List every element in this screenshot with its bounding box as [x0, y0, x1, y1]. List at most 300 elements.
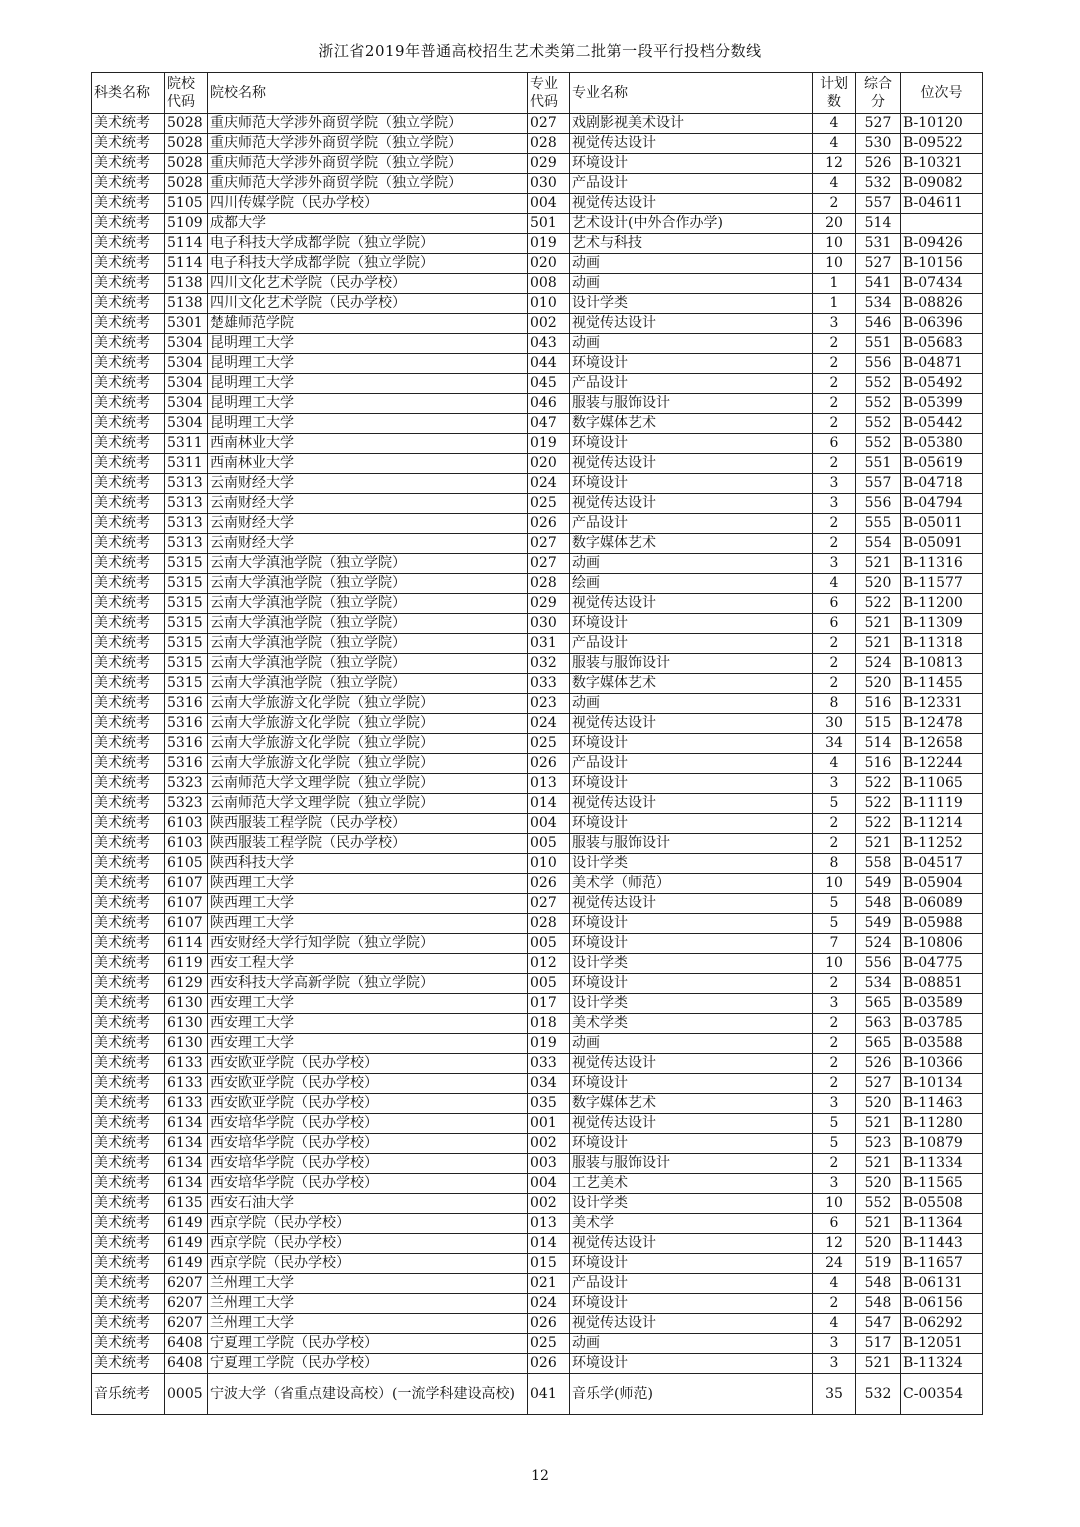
category-cell: 美术统考: [92, 894, 165, 914]
plan-count-cell: 10: [813, 1194, 856, 1214]
major-code-cell: 004: [528, 1174, 570, 1194]
rank-cell: B-10134: [901, 1074, 983, 1094]
major-code-cell: 005: [528, 834, 570, 854]
school-code-cell: 5315: [165, 554, 208, 574]
table-row: [92, 534, 983, 554]
score-cell: 552: [856, 374, 901, 394]
major-code-cell: 010: [528, 854, 570, 874]
school-code-cell: 5301: [165, 314, 208, 334]
rank-cell: B-10813: [901, 654, 983, 674]
school-code-cell: 5304: [165, 394, 208, 414]
category-cell: 美术统考: [92, 634, 165, 654]
table-row: [92, 834, 983, 854]
plan-count-cell: 2: [813, 1034, 856, 1054]
table-row: [92, 1274, 983, 1294]
rank-cell: B-11565: [901, 1174, 983, 1194]
major-name-cell: 视觉传达设计: [570, 1054, 813, 1074]
plan-count-cell: 3: [813, 1094, 856, 1114]
major-code-cell: 041: [528, 1374, 570, 1415]
rank-cell: B-05011: [901, 514, 983, 534]
rank-cell: B-11443: [901, 1234, 983, 1254]
category-cell: 美术统考: [92, 174, 165, 194]
category-cell: 美术统考: [92, 934, 165, 954]
school-code-cell: 6107: [165, 894, 208, 914]
rank-cell: B-07434: [901, 274, 983, 294]
rank-cell: B-05508: [901, 1194, 983, 1214]
major-name-cell: 数字媒体艺术: [570, 1094, 813, 1114]
school-code-cell: 6133: [165, 1054, 208, 1074]
school-name-cell: 云南大学滇池学院（独立学院）: [208, 614, 528, 634]
school-code-cell: 6134: [165, 1174, 208, 1194]
table-row: [92, 434, 983, 454]
category-cell: 美术统考: [92, 1134, 165, 1154]
school-code-cell: 6134: [165, 1114, 208, 1134]
score-cell: 556: [856, 954, 901, 974]
table-row: [92, 774, 983, 794]
school-name-cell: 云南大学旅游文化学院（独立学院）: [208, 714, 528, 734]
score-cell: 552: [856, 434, 901, 454]
school-name-cell: 四川传媒学院（民办学校）: [208, 194, 528, 214]
table-body: [92, 114, 983, 1415]
school-name-cell: 云南大学滇池学院（独立学院）: [208, 574, 528, 594]
school-name-cell: 重庆师范大学涉外商贸学院（独立学院）: [208, 154, 528, 174]
category-cell: 美术统考: [92, 574, 165, 594]
major-code-cell: 033: [528, 1054, 570, 1074]
major-code-cell: 001: [528, 1114, 570, 1134]
score-cell: 517: [856, 1334, 901, 1354]
school-code-cell: 5304: [165, 374, 208, 394]
table-row: [92, 134, 983, 154]
table-row: [92, 474, 983, 494]
major-name-cell: 动画: [570, 1334, 813, 1354]
rank-cell: B-12244: [901, 754, 983, 774]
score-cell: 527: [856, 254, 901, 274]
school-name-cell: 云南大学滇池学院（独立学院）: [208, 554, 528, 574]
plan-count-cell: 5: [813, 914, 856, 934]
table-row: [92, 454, 983, 474]
score-cell: 548: [856, 1274, 901, 1294]
plan-count-cell: 2: [813, 674, 856, 694]
school-name-cell: 陕西理工大学: [208, 914, 528, 934]
category-cell: 美术统考: [92, 1214, 165, 1234]
rank-cell: B-08851: [901, 974, 983, 994]
major-code-cell: 043: [528, 334, 570, 354]
plan-count-cell: 2: [813, 514, 856, 534]
table-row: [92, 174, 983, 194]
table-row: [92, 1054, 983, 1074]
rank-cell: B-11324: [901, 1354, 983, 1374]
score-cell: 515: [856, 714, 901, 734]
score-cell: 521: [856, 634, 901, 654]
school-code-cell: 5315: [165, 614, 208, 634]
school-name-cell: 云南财经大学: [208, 534, 528, 554]
score-cell: 555: [856, 514, 901, 534]
plan-count-cell: 2: [813, 414, 856, 434]
major-code-cell: 019: [528, 434, 570, 454]
major-name-cell: 视觉传达设计: [570, 1234, 813, 1254]
category-cell: 美术统考: [92, 614, 165, 634]
score-cell: 551: [856, 454, 901, 474]
score-cell: 557: [856, 474, 901, 494]
table-row: [92, 574, 983, 594]
category-cell: 美术统考: [92, 774, 165, 794]
major-name-cell: 环境设计: [570, 1294, 813, 1314]
plan-count-cell: 8: [813, 694, 856, 714]
score-cell: 527: [856, 114, 901, 134]
score-cell: 521: [856, 1114, 901, 1134]
plan-count-cell: 35: [813, 1374, 856, 1415]
page-number: 12: [531, 1468, 549, 1484]
school-name-cell: 西南林业大学: [208, 454, 528, 474]
table-row: [92, 934, 983, 954]
major-code-cell: 021: [528, 1274, 570, 1294]
rank-cell: B-12331: [901, 694, 983, 714]
school-name-cell: 云南大学旅游文化学院（独立学院）: [208, 734, 528, 754]
rank-cell: B-11318: [901, 634, 983, 654]
rank-cell: B-09082: [901, 174, 983, 194]
rank-cell: B-11309: [901, 614, 983, 634]
rank-cell: B-03588: [901, 1034, 983, 1054]
school-code-cell: 5138: [165, 294, 208, 314]
score-cell: 524: [856, 654, 901, 674]
school-name-cell: 西安理工大学: [208, 1034, 528, 1054]
plan-count-cell: 6: [813, 614, 856, 634]
category-cell: 美术统考: [92, 1274, 165, 1294]
table-row: [92, 294, 983, 314]
plan-count-cell: 12: [813, 154, 856, 174]
header-plan-count: 计划数: [813, 73, 856, 114]
category-cell: 美术统考: [92, 914, 165, 934]
table-row: [92, 594, 983, 614]
rank-cell: B-11065: [901, 774, 983, 794]
major-name-cell: 设计学类: [570, 994, 813, 1014]
rank-cell: B-05399: [901, 394, 983, 414]
school-code-cell: 5105: [165, 194, 208, 214]
major-code-cell: 013: [528, 774, 570, 794]
school-code-cell: 5028: [165, 114, 208, 134]
category-cell: 美术统考: [92, 314, 165, 334]
school-name-cell: 云南财经大学: [208, 494, 528, 514]
category-cell: 美术统考: [92, 334, 165, 354]
plan-count-cell: 4: [813, 174, 856, 194]
category-cell: 美术统考: [92, 874, 165, 894]
score-cell: 546: [856, 314, 901, 334]
header-major-name: 专业名称: [570, 73, 813, 114]
score-cell: 558: [856, 854, 901, 874]
major-code-cell: 012: [528, 954, 570, 974]
school-code-cell: 5316: [165, 754, 208, 774]
category-cell: 美术统考: [92, 714, 165, 734]
major-name-cell: 美术学: [570, 1214, 813, 1234]
score-cell: 521: [856, 1214, 901, 1234]
major-name-cell: 动画: [570, 334, 813, 354]
score-cell: 556: [856, 354, 901, 374]
major-name-cell: 数字媒体艺术: [570, 414, 813, 434]
category-cell: 美术统考: [92, 754, 165, 774]
major-code-cell: 025: [528, 1334, 570, 1354]
score-cell: 557: [856, 194, 901, 214]
table-row: [92, 974, 983, 994]
table-row: [92, 334, 983, 354]
school-code-cell: 6107: [165, 914, 208, 934]
school-name-cell: 云南财经大学: [208, 474, 528, 494]
major-name-cell: 环境设计: [570, 734, 813, 754]
table-row: [92, 194, 983, 214]
category-cell: 美术统考: [92, 134, 165, 154]
school-code-cell: 5313: [165, 514, 208, 534]
school-name-cell: 西安理工大学: [208, 1014, 528, 1034]
category-cell: 美术统考: [92, 974, 165, 994]
score-cell: 531: [856, 234, 901, 254]
major-name-cell: 环境设计: [570, 1254, 813, 1274]
plan-count-cell: 2: [813, 1014, 856, 1034]
plan-count-cell: 2: [813, 814, 856, 834]
major-name-cell: 数字媒体艺术: [570, 674, 813, 694]
score-cell: 520: [856, 1094, 901, 1114]
rank-cell: B-11657: [901, 1254, 983, 1274]
major-name-cell: 设计学类: [570, 1194, 813, 1214]
category-cell: 美术统考: [92, 1314, 165, 1334]
school-name-cell: 陕西科技大学: [208, 854, 528, 874]
rank-cell: B-11334: [901, 1154, 983, 1174]
school-code-cell: 5311: [165, 454, 208, 474]
rank-cell: [901, 214, 983, 234]
table-row: [92, 874, 983, 894]
major-name-cell: 美术学类: [570, 1014, 813, 1034]
rank-cell: B-10879: [901, 1134, 983, 1154]
plan-count-cell: 4: [813, 1314, 856, 1334]
major-code-cell: 019: [528, 1034, 570, 1054]
table-row: [92, 1294, 983, 1314]
major-name-cell: 视觉传达设计: [570, 194, 813, 214]
rank-cell: B-05988: [901, 914, 983, 934]
school-name-cell: 西安石油大学: [208, 1194, 528, 1214]
major-code-cell: 026: [528, 514, 570, 534]
table-row: [92, 414, 983, 434]
table-row: [92, 1314, 983, 1334]
score-cell: 522: [856, 814, 901, 834]
major-name-cell: 环境设计: [570, 434, 813, 454]
table-row: [92, 694, 983, 714]
category-cell: 美术统考: [92, 454, 165, 474]
plan-count-cell: 3: [813, 1354, 856, 1374]
score-cell: 519: [856, 1254, 901, 1274]
school-name-cell: 西京学院（民办学校）: [208, 1254, 528, 1274]
school-code-cell: 5311: [165, 434, 208, 454]
school-name-cell: 云南大学旅游文化学院（独立学院）: [208, 694, 528, 714]
score-cell: 520: [856, 1234, 901, 1254]
plan-count-cell: 3: [813, 494, 856, 514]
major-name-cell: 产品设计: [570, 1274, 813, 1294]
rank-cell: B-10806: [901, 934, 983, 954]
major-code-cell: 027: [528, 554, 570, 574]
school-code-cell: 6130: [165, 1014, 208, 1034]
plan-count-cell: 4: [813, 574, 856, 594]
major-code-cell: 027: [528, 114, 570, 134]
score-cell: 532: [856, 1374, 901, 1415]
school-name-cell: 西安财经大学行知学院（独立学院）: [208, 934, 528, 954]
table-row: [92, 354, 983, 374]
school-name-cell: 陕西服装工程学院（民办学校）: [208, 834, 528, 854]
school-name-cell: 兰州理工大学: [208, 1314, 528, 1334]
table-row: [92, 114, 983, 134]
table-row: [92, 734, 983, 754]
major-name-cell: 产品设计: [570, 174, 813, 194]
school-name-cell: 电子科技大学成都学院（独立学院）: [208, 254, 528, 274]
table-row: [92, 674, 983, 694]
major-name-cell: 环境设计: [570, 614, 813, 634]
rank-cell: B-06156: [901, 1294, 983, 1314]
school-name-cell: 昆明理工大学: [208, 394, 528, 414]
plan-count-cell: 4: [813, 1274, 856, 1294]
score-cell: 551: [856, 334, 901, 354]
school-name-cell: 兰州理工大学: [208, 1294, 528, 1314]
school-code-cell: 6149: [165, 1254, 208, 1274]
table-row: [92, 914, 983, 934]
major-code-cell: 029: [528, 594, 570, 614]
school-name-cell: 昆明理工大学: [208, 414, 528, 434]
school-code-cell: 6134: [165, 1154, 208, 1174]
plan-count-cell: 10: [813, 954, 856, 974]
major-code-cell: 033: [528, 674, 570, 694]
school-name-cell: 西安科技大学高新学院（独立学院）: [208, 974, 528, 994]
rank-cell: B-04517: [901, 854, 983, 874]
rank-cell: B-04794: [901, 494, 983, 514]
plan-count-cell: 2: [813, 634, 856, 654]
school-code-cell: 6103: [165, 834, 208, 854]
category-cell: 美术统考: [92, 154, 165, 174]
score-cell: 530: [856, 134, 901, 154]
rank-cell: B-10120: [901, 114, 983, 134]
table-row: [92, 1034, 983, 1054]
plan-count-cell: 4: [813, 134, 856, 154]
school-code-cell: 6105: [165, 854, 208, 874]
category-cell: 美术统考: [92, 394, 165, 414]
major-name-cell: 动画: [570, 254, 813, 274]
plan-count-cell: 10: [813, 874, 856, 894]
major-name-cell: 工艺美术: [570, 1174, 813, 1194]
score-cell: 516: [856, 754, 901, 774]
major-code-cell: 013: [528, 1214, 570, 1234]
plan-count-cell: 24: [813, 1254, 856, 1274]
major-code-cell: 010: [528, 294, 570, 314]
school-code-cell: 6119: [165, 954, 208, 974]
plan-count-cell: 3: [813, 1334, 856, 1354]
rank-cell: B-05683: [901, 334, 983, 354]
school-name-cell: 西安欧亚学院（民办学校）: [208, 1094, 528, 1114]
school-code-cell: 5313: [165, 534, 208, 554]
school-code-cell: 5323: [165, 794, 208, 814]
school-name-cell: 云南师范大学文理学院（独立学院）: [208, 794, 528, 814]
major-code-cell: 024: [528, 474, 570, 494]
major-name-cell: 环境设计: [570, 934, 813, 954]
category-cell: 美术统考: [92, 1014, 165, 1034]
plan-count-cell: 2: [813, 454, 856, 474]
school-name-cell: 云南大学滇池学院（独立学院）: [208, 634, 528, 654]
table-row: [92, 894, 983, 914]
plan-count-cell: 4: [813, 114, 856, 134]
school-code-cell: 5304: [165, 414, 208, 434]
major-code-cell: 015: [528, 1254, 570, 1274]
major-name-cell: 视觉传达设计: [570, 134, 813, 154]
school-name-cell: 西京学院（民办学校）: [208, 1234, 528, 1254]
rank-cell: B-11463: [901, 1094, 983, 1114]
table-row: [92, 794, 983, 814]
school-name-cell: 云南大学滇池学院（独立学院）: [208, 654, 528, 674]
major-name-cell: 产品设计: [570, 514, 813, 534]
school-name-cell: 宁夏理工学院（民办学校）: [208, 1334, 528, 1354]
rank-cell: B-12478: [901, 714, 983, 734]
school-name-cell: 西安培华学院（民办学校）: [208, 1114, 528, 1134]
header-rank: 位次号: [901, 73, 983, 114]
score-cell: 520: [856, 674, 901, 694]
category-cell: 美术统考: [92, 1294, 165, 1314]
category-cell: 美术统考: [92, 1334, 165, 1354]
major-name-cell: 绘画: [570, 574, 813, 594]
school-code-cell: 5028: [165, 134, 208, 154]
major-name-cell: 设计学类: [570, 294, 813, 314]
rank-cell: B-10321: [901, 154, 983, 174]
major-code-cell: 014: [528, 794, 570, 814]
major-name-cell: 视觉传达设计: [570, 794, 813, 814]
rank-cell: B-11280: [901, 1114, 983, 1134]
major-name-cell: 视觉传达设计: [570, 454, 813, 474]
major-code-cell: 020: [528, 254, 570, 274]
score-cell: 523: [856, 1134, 901, 1154]
header-school-name: 院校名称: [208, 73, 528, 114]
admission-score-table: [91, 72, 983, 1415]
category-cell: 美术统考: [92, 854, 165, 874]
rank-cell: C-00354: [901, 1374, 983, 1415]
table-row: [92, 1214, 983, 1234]
category-cell: 美术统考: [92, 294, 165, 314]
school-code-cell: 5304: [165, 334, 208, 354]
score-cell: 526: [856, 154, 901, 174]
school-name-cell: 陕西服装工程学院（民办学校）: [208, 814, 528, 834]
school-code-cell: 6107: [165, 874, 208, 894]
school-name-cell: 云南大学滇池学院（独立学院）: [208, 594, 528, 614]
major-code-cell: 005: [528, 974, 570, 994]
score-cell: 556: [856, 494, 901, 514]
table-row: [92, 614, 983, 634]
major-name-cell: 产品设计: [570, 374, 813, 394]
category-cell: 美术统考: [92, 834, 165, 854]
major-code-cell: 014: [528, 1234, 570, 1254]
plan-count-cell: 2: [813, 534, 856, 554]
school-name-cell: 四川文化艺术学院（民办学校）: [208, 294, 528, 314]
major-code-cell: 024: [528, 1294, 570, 1314]
plan-count-cell: 2: [813, 1294, 856, 1314]
major-code-cell: 030: [528, 614, 570, 634]
rank-cell: B-10156: [901, 254, 983, 274]
category-cell: 美术统考: [92, 434, 165, 454]
table-row: [92, 1134, 983, 1154]
table-row: [92, 714, 983, 734]
category-cell: 美术统考: [92, 1234, 165, 1254]
school-code-cell: 5313: [165, 494, 208, 514]
major-name-cell: 戏剧影视美术设计: [570, 114, 813, 134]
plan-count-cell: 6: [813, 1214, 856, 1234]
major-code-cell: 031: [528, 634, 570, 654]
category-cell: 美术统考: [92, 234, 165, 254]
major-name-cell: 动画: [570, 694, 813, 714]
score-cell: 514: [856, 214, 901, 234]
school-name-cell: 西安培华学院（民办学校）: [208, 1174, 528, 1194]
score-cell: 516: [856, 694, 901, 714]
plan-count-cell: 5: [813, 794, 856, 814]
plan-count-cell: 2: [813, 394, 856, 414]
plan-count-cell: 6: [813, 594, 856, 614]
